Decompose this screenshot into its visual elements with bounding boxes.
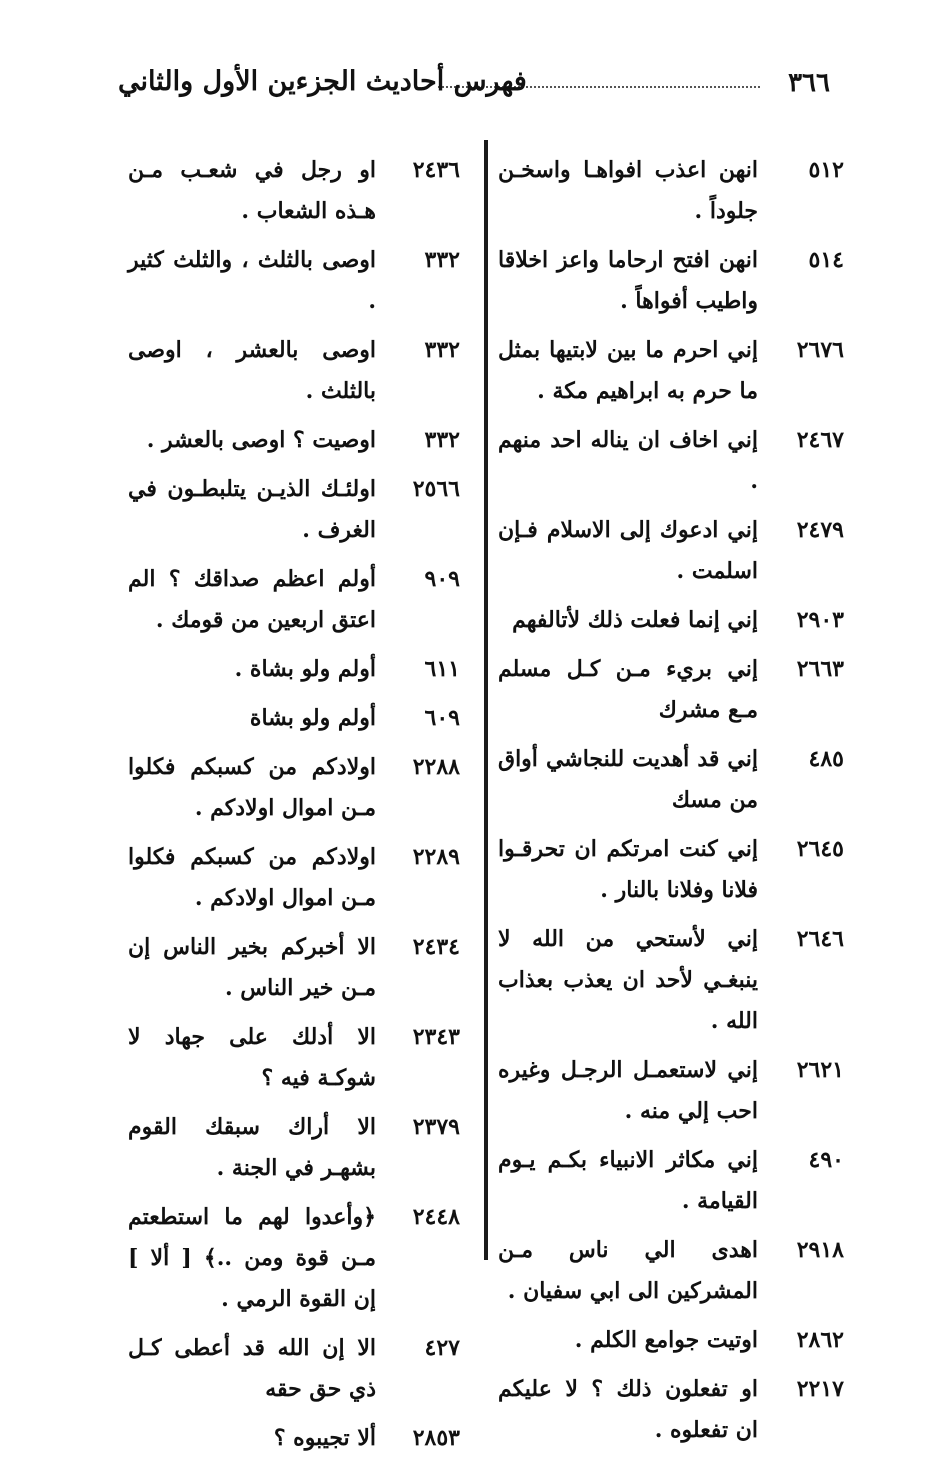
hadith-text: اوتيت جوامع الكلم . xyxy=(574,1327,758,1353)
index-entry xyxy=(498,739,844,821)
hadith-text: إني بريء مـن كـل مسلم مـع مشرك xyxy=(498,656,758,723)
index-entry xyxy=(498,649,844,731)
hadith-number: ٢٤٣٤ xyxy=(412,934,460,960)
index-entry xyxy=(128,330,460,412)
index-entry xyxy=(128,1197,460,1320)
index-entry xyxy=(498,150,844,232)
index-entry xyxy=(128,420,460,461)
hadith-number: ٢٨٦٢ xyxy=(796,1327,844,1353)
hadith-text: او تفعلون ذلك ؟ لا عليكم ان تفعلوه . xyxy=(498,1376,758,1443)
hadith-number: ٦١١ xyxy=(424,656,460,682)
left-column xyxy=(128,150,460,1467)
hadith-number: ٢٦٦٣ xyxy=(796,656,844,682)
index-entry xyxy=(128,1107,460,1189)
hadith-text: ألا تجيبوه ؟ xyxy=(273,1425,376,1451)
index-entry xyxy=(128,559,460,641)
hadith-text: أولم اعظم صداقك ؟ الم اعتق اربعين من قومك . xyxy=(128,566,376,633)
hadith-number: ٢٤٦٧ xyxy=(796,427,844,453)
hadith-number: ٢٤٣٦ xyxy=(412,157,460,183)
index-entry xyxy=(128,649,460,690)
hadith-text: الا أخبركم بخير الناس إن مـن خير الناس . xyxy=(128,934,376,1001)
hadith-text: أولم ولو بشاة . xyxy=(234,656,376,682)
index-entry xyxy=(128,927,460,1009)
index-entry xyxy=(128,1328,460,1410)
index-entry xyxy=(128,747,460,829)
hadith-number: ٥١٢ xyxy=(808,157,844,183)
hadith-number: ٦٠٩ xyxy=(424,705,460,731)
hadith-text: اوصى بالثلث ، والثلث كثير . xyxy=(128,247,376,314)
hadith-text: إني لأستحي من الله لا ينبغـي لأحد ان يعذب بعذاب الله . xyxy=(498,926,758,1034)
hadith-number: ٢٣٤٣ xyxy=(412,1024,460,1050)
right-column xyxy=(498,150,844,1459)
hadith-text: انهن اعذب افواهـا واسخـن جلوداً . xyxy=(498,157,758,224)
index-entry xyxy=(128,1017,460,1099)
page-header xyxy=(118,62,830,114)
hadith-number: ٤٢٧ xyxy=(424,1335,460,1361)
index-entry xyxy=(498,1050,844,1132)
hadith-text: إني ادعوك إلى الاسلام فـإن اسلمت . xyxy=(498,517,758,584)
hadith-text: انهن افتح ارحاما واعز اخلاقا واطيب أفواهاً . xyxy=(498,247,758,314)
hadith-number: ٢٨٥٣ xyxy=(412,1425,460,1451)
hadith-text: الا أراك سبقك القوم بشهـر في الجنة . xyxy=(128,1114,376,1181)
hadith-number: ٢٦٧٦ xyxy=(796,337,844,363)
page-number: ٣٦٦ xyxy=(788,68,830,98)
hadith-text: اولادكم من كسبكم فكلوا مـن اموال اولادكم . xyxy=(128,754,376,821)
hadith-number: ٩٠٩ xyxy=(424,566,460,592)
hadith-text: أولم ولو بشاة xyxy=(249,705,376,731)
hadith-text: اوصيت ؟ اوصى بالعشر . xyxy=(146,427,376,453)
hadith-number: ٣٣٢ xyxy=(424,247,460,273)
hadith-number: ٢٥٦٦ xyxy=(412,476,460,502)
hadith-number: ٥١٤ xyxy=(808,247,844,273)
hadith-number: ٢٢٨٩ xyxy=(412,844,460,870)
hadith-text: إني قد أهديت للنجاشي أواق من مسك xyxy=(498,746,758,813)
hadith-number: ٤٩٠ xyxy=(808,1147,844,1173)
hadith-number: ٣٣٢ xyxy=(424,337,460,363)
hadith-number: ٢٣٧٩ xyxy=(412,1114,460,1140)
index-entry xyxy=(498,829,844,911)
hadith-text: إني احرم ما بين لابتيها بمثل ما حرم به ابراهيم مكة . xyxy=(498,337,758,404)
hadith-text: إني لاستعمـل الرجـل وغيره احب إلي منه . xyxy=(498,1057,758,1124)
page-title: فهرس أحاديث الجزءين الأول والثاني xyxy=(118,66,527,97)
hadith-text: إني كنت امرتكم ان تحرقـوا فلانا وفلانا بالنار . xyxy=(498,836,758,903)
index-entry xyxy=(498,1320,844,1361)
index-entry xyxy=(128,698,460,739)
hadith-number: ٢٩٠٣ xyxy=(796,607,844,633)
hadith-number: ٤٨٥ xyxy=(808,746,844,772)
hadith-text: اولئـك الذيـن يتلبطـون في الغرف . xyxy=(128,476,376,543)
index-entry xyxy=(498,1369,844,1451)
hadith-text: ﴿وأعدوا لهم ما استطعتم مـن قوة ومن ..﴾ [ ألا ] إن القوة الرمي . xyxy=(128,1204,376,1312)
index-entry xyxy=(498,600,844,641)
index-entry xyxy=(498,420,844,502)
hadith-number: ٢٦٤٥ xyxy=(796,836,844,862)
hadith-text: إني مكاثر الانبياء بكـم يـوم القيامة . xyxy=(498,1147,758,1214)
index-entry xyxy=(498,919,844,1042)
hadith-number: ٢٤٤٨ xyxy=(412,1204,460,1230)
hadith-text: الا أدلك على جهاد لا شوكـة فيه ؟ xyxy=(128,1024,376,1091)
hadith-number: ٣٣٢ xyxy=(424,427,460,453)
hadith-text: او رجل في شعـب مـن هـذه الشعاب . xyxy=(128,157,376,224)
hadith-text: اهدى الي ناس مـن المشركين الى ابي سفيان . xyxy=(498,1237,758,1304)
hadith-number: ٢٦٤٦ xyxy=(796,926,844,952)
hadith-number: ٢٢١٧ xyxy=(796,1376,844,1402)
hadith-number: ٢٦٢١ xyxy=(796,1057,844,1083)
index-entry xyxy=(128,1418,460,1459)
hadith-text: الا إن الله قد أعطى كـل ذي حق حقه xyxy=(128,1335,376,1402)
column-divider xyxy=(484,140,488,1260)
index-entry xyxy=(128,837,460,919)
index-entry xyxy=(128,469,460,551)
hadith-text: إني إنما فعلت ذلك لأتالفهم xyxy=(512,607,758,633)
index-entry xyxy=(498,1140,844,1222)
hadith-text: اولادكم من كسبكم فكلوا مـن اموال اولادكم . xyxy=(128,844,376,911)
index-entry xyxy=(498,1230,844,1312)
index-entry xyxy=(498,240,844,322)
hadith-text: إني اخاف ان يناله احد منهم . xyxy=(498,427,758,494)
index-entry xyxy=(128,240,460,322)
hadith-number: ٢٩١٨ xyxy=(796,1237,844,1263)
hadith-number: ٢٤٧٩ xyxy=(796,517,844,543)
hadith-number: ٢٢٨٨ xyxy=(412,754,460,780)
index-entry xyxy=(498,330,844,412)
index-entry xyxy=(498,510,844,592)
hadith-text: اوصى بالعشر ، اوصى بالثلث . xyxy=(128,337,376,404)
index-entry xyxy=(128,150,460,232)
